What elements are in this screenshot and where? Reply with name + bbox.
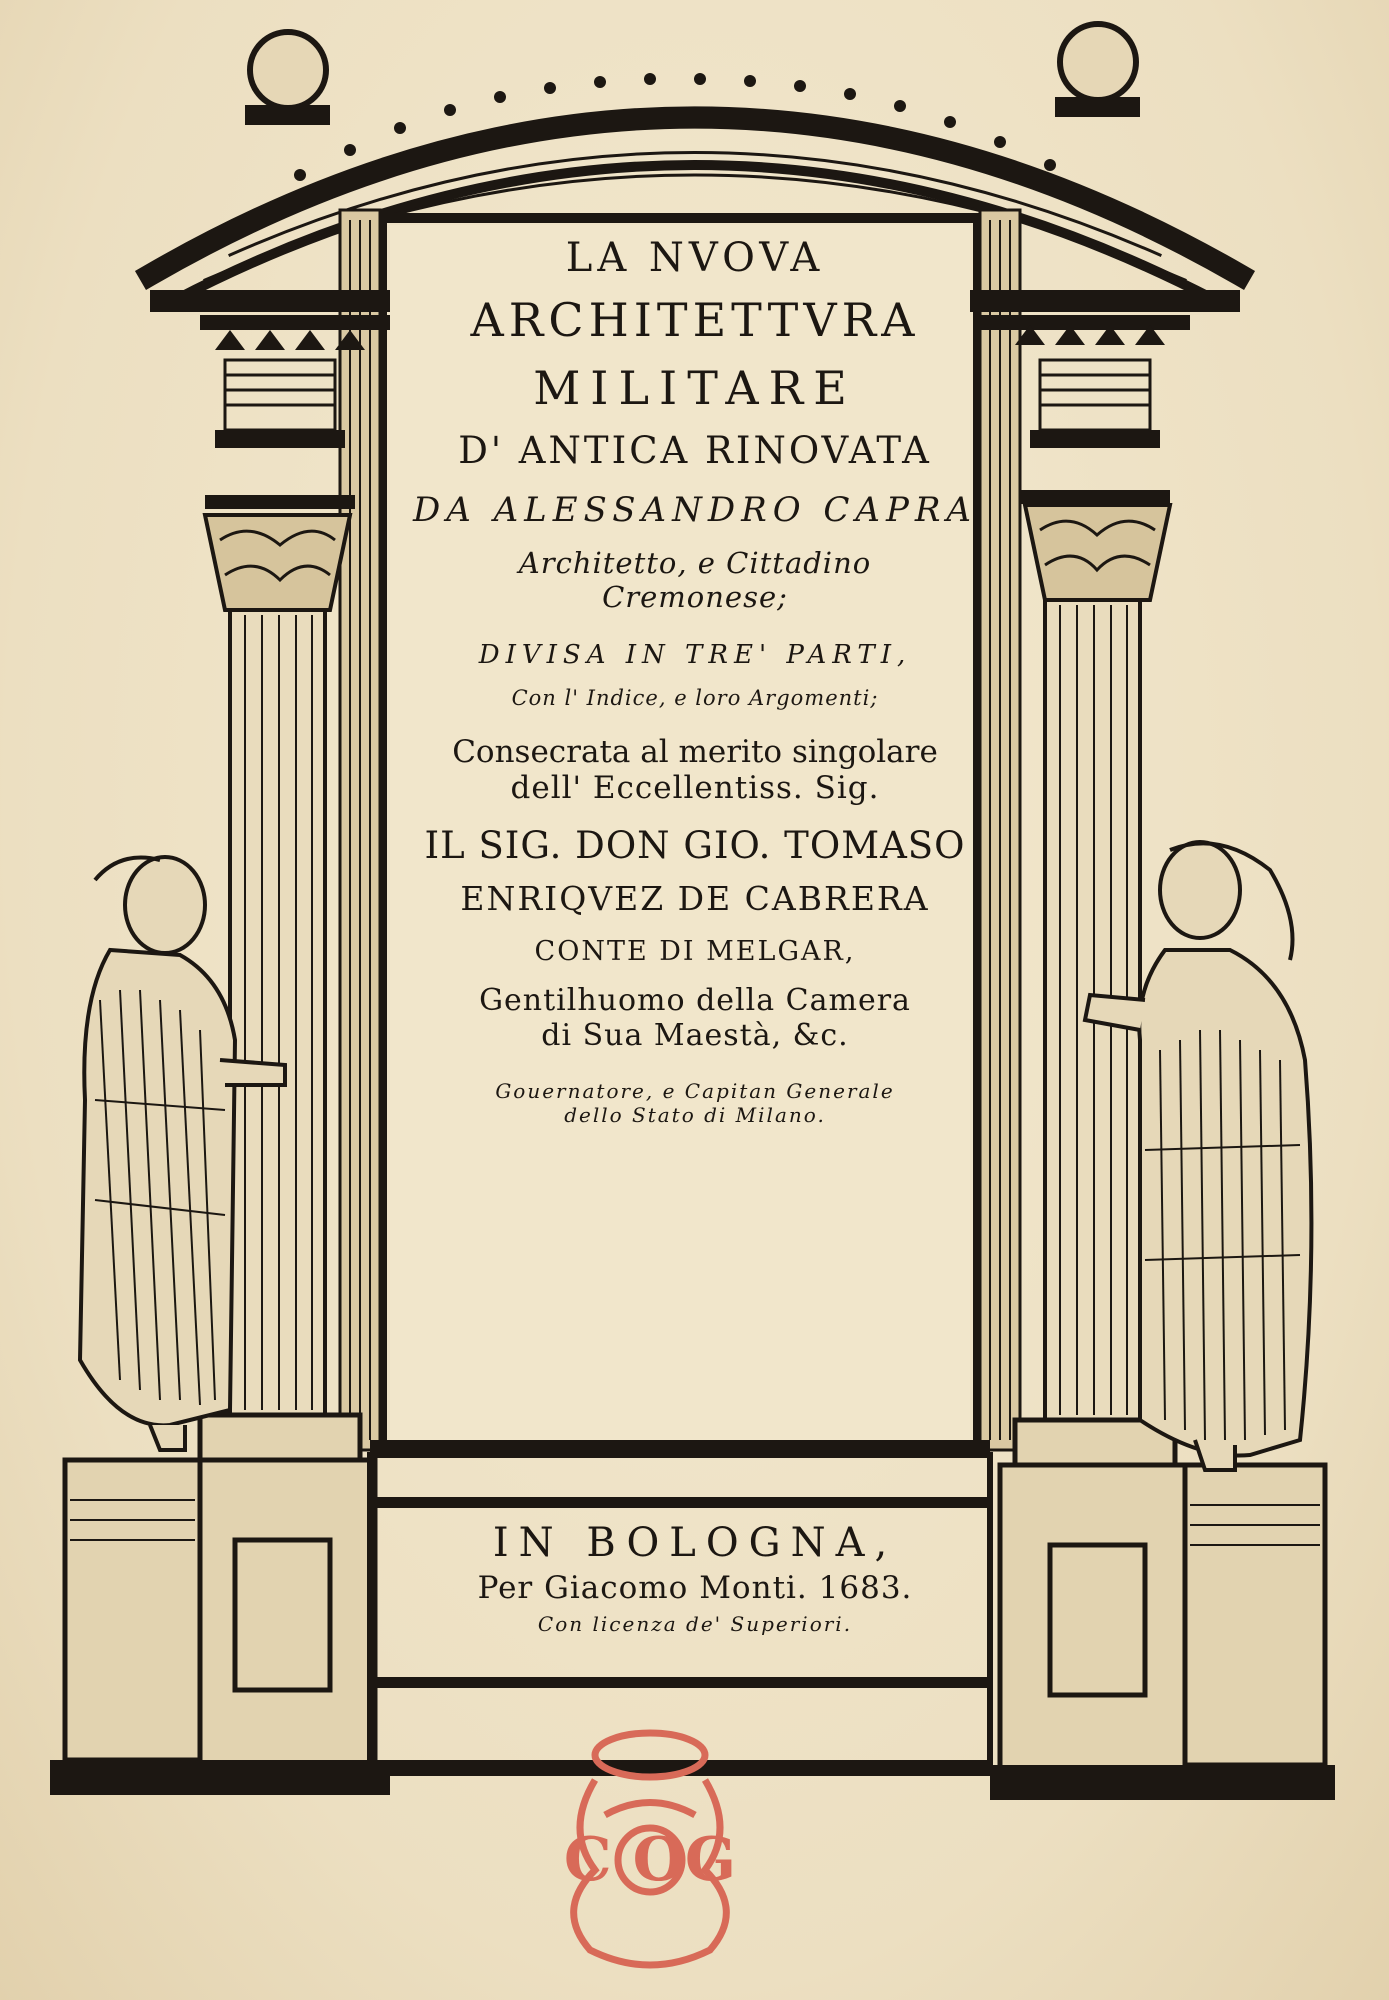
dedication-line-2: dell' Eccellentiss. Sig. <box>510 770 880 806</box>
pedestal-left <box>65 1460 200 1760</box>
stamp-letters: C OG <box>563 1825 737 1895</box>
title-block <box>380 235 1010 1127</box>
dedication-line-1: Consecrata al merito singolare <box>452 734 938 770</box>
division-line: DIVISA IN TRE' PARTI, <box>478 640 912 670</box>
governor-line-1: Gouernatore, e Capitan Generale <box>495 1079 895 1103</box>
capital-left <box>205 515 350 610</box>
governor-line-2: dello Stato di Milano. <box>564 1103 826 1127</box>
imprint-city: IN BOLOGNA, <box>492 1520 898 1566</box>
author-role-1: Architetto, e Cittadino <box>518 546 872 580</box>
dedicatee-line-2: ENRIQVEZ DE CABRERA <box>460 879 930 918</box>
author-role-2: Cremonese; <box>602 580 788 614</box>
capital-right <box>1025 505 1170 600</box>
title-line-2: ARCHITETTVRA <box>470 293 920 347</box>
library-stamp <box>535 1720 765 1975</box>
imprint <box>380 1520 1010 1636</box>
dedicatee-office-2: di Sua Maestà, &c. <box>541 1018 849 1053</box>
imprint-printer-year: Per Giacomo Monti. 1683. <box>477 1570 913 1606</box>
title-line-3: MILITARE <box>533 361 857 415</box>
pedestal-right <box>1185 1465 1325 1765</box>
title-line-1: LA NVOVA <box>565 235 825 281</box>
imprint-licence: Con licenza de' Superiori. <box>537 1612 853 1636</box>
author-line: DA ALESSANDRO CAPRA <box>412 490 977 530</box>
dedicatee-title: CONTE DI MELGAR, <box>534 936 856 967</box>
title-line-4: D' ANTICA RINOVATA <box>458 429 932 472</box>
finial-ball-right <box>1060 24 1136 100</box>
dedicatee-line-1: IL SIG. DON GIO. TOMASO <box>424 824 966 867</box>
dedicatee-office-1: Gentilhuomo della Camera <box>479 983 911 1018</box>
finial-ball-left <box>250 32 326 108</box>
index-line: Con l' Indice, e loro Argomenti; <box>511 686 879 710</box>
